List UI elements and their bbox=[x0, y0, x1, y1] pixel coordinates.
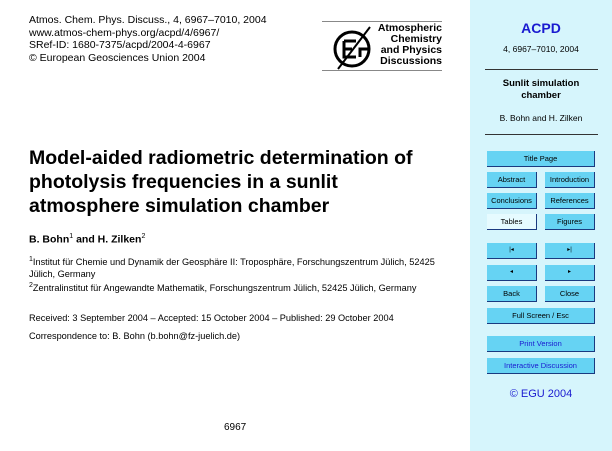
affiliation-marker: 1 bbox=[69, 233, 74, 240]
sidebar-authors: B. Bohn and H. Zilken bbox=[499, 113, 583, 123]
url-line: www.atmos-chem-phys.org/acpd/4/6967/ bbox=[29, 26, 220, 39]
introduction-button[interactable]: Introduction bbox=[545, 172, 595, 188]
back-button[interactable]: Back bbox=[487, 286, 537, 302]
figures-button[interactable]: Figures bbox=[545, 214, 595, 230]
full-screen-button[interactable]: Full Screen / Esc bbox=[487, 308, 595, 324]
paper-title: Model-aided radiometric determination of photolysis frequencies in a sunlit atmosphere simulation chamber bbox=[29, 147, 413, 217]
close-button[interactable]: Close bbox=[545, 286, 595, 302]
logo-text: Discussions bbox=[380, 55, 442, 67]
author-name: H. Zilken bbox=[97, 233, 142, 246]
affiliation-marker: 1 bbox=[29, 256, 33, 263]
short-title: Sunlit simulation chamber bbox=[502, 78, 580, 101]
first-page-button[interactable]: |◂ bbox=[487, 243, 537, 259]
interactive-discussion-button[interactable]: Interactive Discussion bbox=[487, 358, 595, 374]
journal-logo bbox=[322, 21, 442, 71]
author-name: B. Bohn bbox=[29, 233, 70, 246]
sref-line: SRef-ID: 1680-7375/acpd/2004-4-6967 bbox=[29, 39, 211, 51]
citation-line: Atmos. Chem. Phys. Discuss., 4, 6967–7010, 2004 bbox=[29, 14, 267, 26]
previous-page-button[interactable]: ◂ bbox=[487, 265, 537, 281]
references-button[interactable]: References bbox=[545, 193, 595, 209]
logo-text: and Physics bbox=[380, 44, 442, 56]
egu-emblem-icon bbox=[330, 23, 378, 71]
author-separator: and bbox=[73, 233, 98, 246]
affiliations bbox=[29, 254, 449, 295]
journal-abbrev: ACPD bbox=[521, 20, 561, 36]
journal-header bbox=[29, 14, 267, 64]
affiliation-marker: 2 bbox=[141, 233, 146, 240]
navigation-sidebar bbox=[470, 0, 612, 451]
divider bbox=[485, 69, 598, 70]
next-page-button[interactable]: ▸ bbox=[545, 265, 595, 281]
affiliation-marker: 2 bbox=[29, 282, 33, 290]
logo-text: Chemistry bbox=[390, 33, 442, 45]
abstract-button[interactable]: Abstract bbox=[487, 172, 537, 188]
last-page-button[interactable]: ▸| bbox=[545, 243, 595, 259]
tables-button[interactable]: Tables bbox=[487, 214, 537, 230]
affiliation-1: Institut für Chemie und Dynamik der Geosphäre II: Troposphäre, Forschungszentrum Jülich, 52425 Jülich, Germany bbox=[29, 257, 435, 279]
conclusions-button[interactable]: Conclusions bbox=[487, 193, 537, 209]
author-list bbox=[29, 233, 145, 246]
logo-text: Atmospheric bbox=[377, 22, 442, 34]
affiliation-2: Zentralinstitut für Angewandte Mathematik, Forschungszentrum Jülich, 52425 Jülich, Germany bbox=[32, 283, 417, 294]
page-number: 6967 bbox=[224, 422, 247, 433]
print-version-button[interactable]: Print Version bbox=[487, 336, 595, 352]
sidebar-citation: 4, 6967–7010, 2004 bbox=[503, 44, 579, 54]
correspondence: Correspondence to: B. Bohn (b.bohn@fz-juelich.de) bbox=[29, 331, 241, 341]
title-page-button[interactable]: Title Page bbox=[487, 151, 595, 167]
received-dates: Received: 3 September 2004 – Accepted: 15 October 2004 – Published: 29 October 2004 bbox=[29, 313, 394, 323]
divider bbox=[485, 134, 598, 135]
egu-copyright: © EGU 2004 bbox=[509, 388, 573, 400]
copyright-line: © European Geosciences Union 2004 bbox=[29, 51, 206, 64]
